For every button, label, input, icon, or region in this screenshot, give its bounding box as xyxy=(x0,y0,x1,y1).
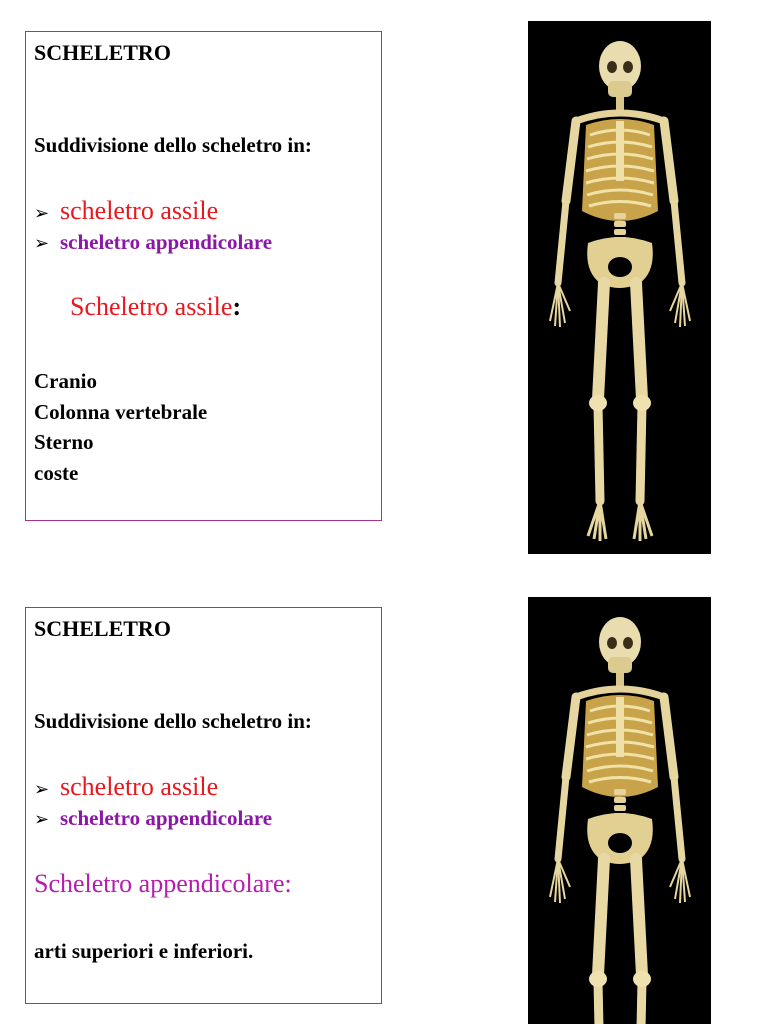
arrow-bullet-icon: ➢ xyxy=(34,809,50,830)
arrow-bullet-icon: ➢ xyxy=(34,779,50,800)
bullet-label: scheletro appendicolare xyxy=(60,806,273,830)
slide-2 xyxy=(0,576,768,1024)
bullet-item xyxy=(34,808,272,829)
skeleton-image xyxy=(528,21,711,554)
subtitle: Suddivisione dello scheletro in: xyxy=(34,133,312,157)
text-box xyxy=(25,607,382,1004)
description-text: arti superiori e inferiori. xyxy=(34,939,254,963)
list-item: Colonna vertebrale xyxy=(34,399,208,424)
item-list xyxy=(34,366,207,488)
arrow-bullet-icon: ➢ xyxy=(34,203,50,224)
bullet-label: scheletro assile xyxy=(60,196,219,225)
slide-title: SCHELETRO xyxy=(34,616,171,641)
skeleton-image xyxy=(528,597,711,1024)
list-item: Cranio xyxy=(34,369,97,393)
list-item: coste xyxy=(34,460,79,485)
bullet-item xyxy=(34,232,272,253)
bullet-item xyxy=(34,198,218,224)
bullet-item xyxy=(34,774,218,800)
section-heading xyxy=(70,294,241,320)
section-heading: Scheletro appendicolare: xyxy=(34,869,292,898)
slide-title: SCHELETRO xyxy=(34,40,171,65)
bullet-label: scheletro assile xyxy=(60,772,219,801)
skeleton-illustration xyxy=(528,597,711,1024)
text-box xyxy=(25,31,382,521)
skeleton-illustration xyxy=(528,21,711,554)
section-heading-colon: : xyxy=(232,292,242,321)
list-item: Sterno xyxy=(34,430,94,454)
bullet-label: scheletro appendicolare xyxy=(60,230,273,254)
arrow-bullet-icon: ➢ xyxy=(34,233,50,254)
subtitle: Suddivisione dello scheletro in: xyxy=(34,709,312,733)
section-heading-text: Scheletro assile xyxy=(70,292,233,321)
